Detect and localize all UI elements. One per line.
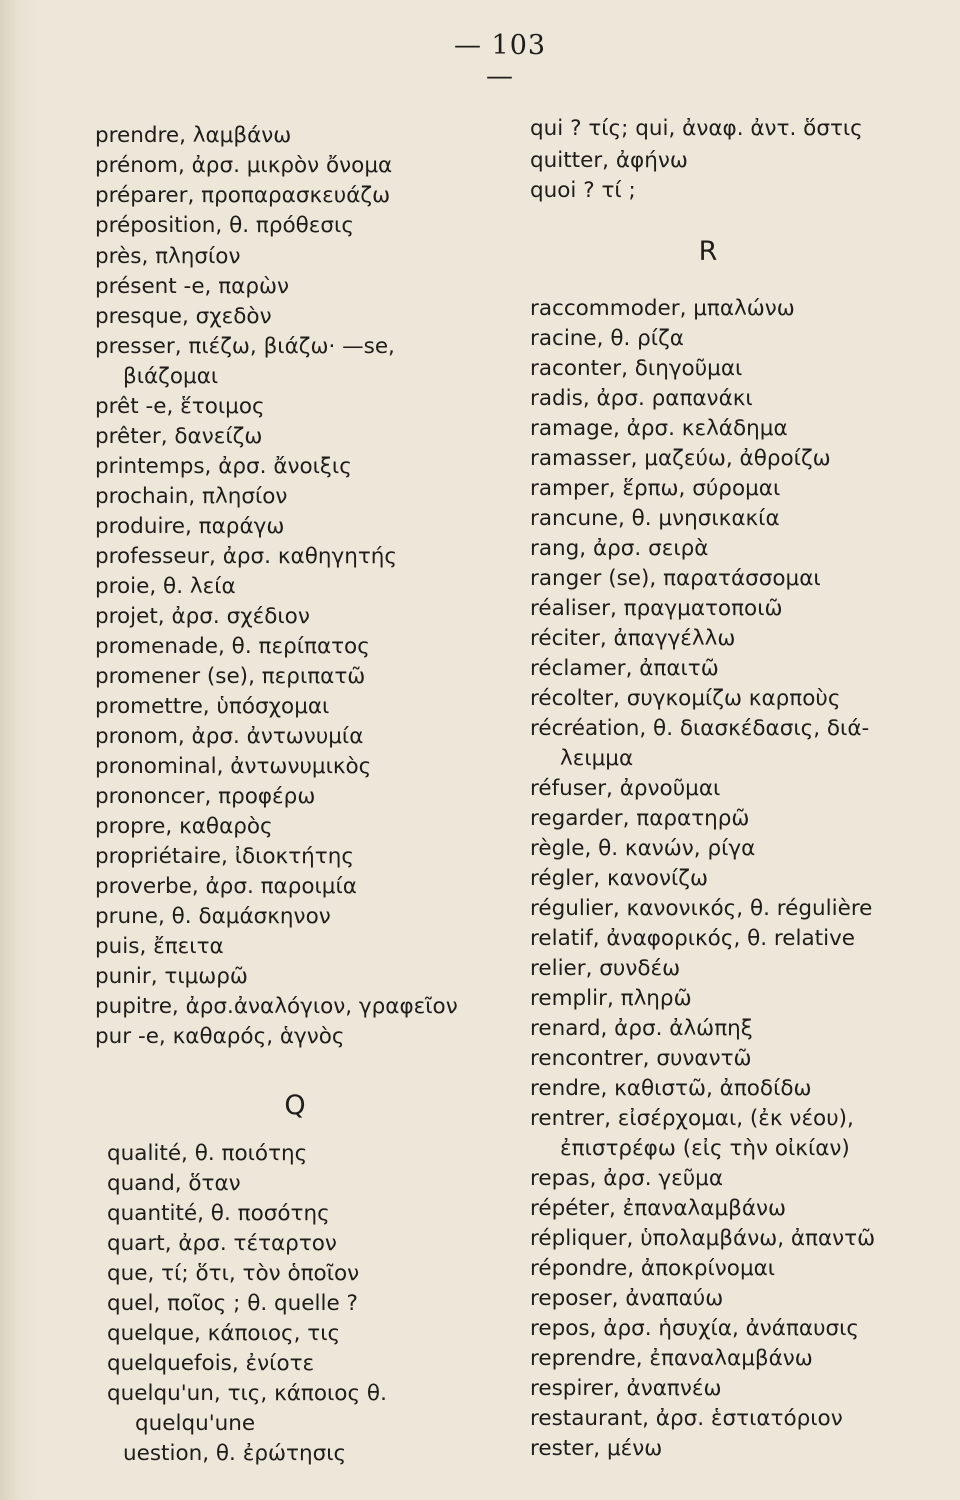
entry: raconter, διηγοῦμαι (530, 356, 743, 381)
entry: remplir, πληρῶ (530, 986, 692, 1011)
entry: que, τί; ὅτι, τὸν ὁποῖον (107, 1261, 360, 1286)
entry: prêter, δανείζω (95, 424, 263, 449)
entry: promener (se), περιπατῶ (95, 664, 366, 689)
entry: uestion, θ. ἐρώτησις (123, 1441, 347, 1466)
entry: prêt -e, ἕτοιμος (95, 394, 265, 419)
entry: régler, κανονίζω (530, 866, 708, 891)
entry: quel, ποῖος ; θ. quelle ? (107, 1291, 358, 1316)
entry: repas, ἀρσ. γεῦμα (530, 1166, 724, 1191)
entry: presser, πιέζω, βιάζω· —se, (95, 334, 395, 359)
entry: propre, καθαρὸς (95, 814, 273, 839)
entry: règle, θ. κανών, ρίγα (530, 836, 756, 861)
entry: récolter, συγκομίζω καρποὺς (530, 686, 841, 711)
entry: qui ? τίς; qui, ἀναφ. ἀντ. ὅστις (530, 116, 863, 141)
entry: raccommoder, μπαλώνω (530, 296, 795, 321)
section-letter-q: Q (284, 1090, 306, 1121)
entry: regarder, παρατηρῶ (530, 806, 750, 831)
entry: respirer, ἀναπνέω (530, 1376, 722, 1401)
entry: pupitre, ἀρσ.ἀναλόγιον, γραφεῖον (95, 994, 458, 1019)
entry: ramper, ἕρπω, σύρομαι (530, 476, 781, 501)
entry: ranger (se), παρατάσσομαι (530, 566, 821, 591)
entry: pronom, ἀρσ. ἀντωνυμία (95, 724, 364, 749)
entry: reposer, ἀναπαύω (530, 1286, 724, 1311)
entry: répéter, ἐπαναλαμβάνω (530, 1196, 787, 1221)
entry: prune, θ. δαμάσκηνον (95, 904, 331, 929)
entry: relier, συνδέω (530, 956, 681, 981)
entry: prononcer, προφέρω (95, 784, 316, 809)
entry: réciter, ἀπαγγέλλω (530, 626, 736, 651)
entry: régulier, κανονικός, θ. régulière (530, 896, 873, 921)
entry: reprendre, ἐπαναλαμβάνω (530, 1346, 813, 1371)
entry: quoi ? τί ; (530, 178, 636, 203)
entry: rang, ἀρσ. σειρὰ (530, 536, 709, 561)
entry: réaliser, πραγματοποιῶ (530, 596, 783, 621)
entry: prénom, ἀρσ. μικρὸν ὄνομα (95, 153, 393, 178)
entry: proverbe, ἀρσ. παροιμία (95, 874, 357, 899)
entry: produire, παράγω (95, 514, 285, 539)
entry: ramasser, μαζεύω, ἀθροίζω (530, 446, 831, 471)
entry: projet, ἀρσ. σχέδιον (95, 604, 310, 629)
entry: préposition, θ. πρόθεσις (95, 213, 354, 238)
entry: répliquer, ὑπολαμβάνω, ἀπαντῶ (530, 1226, 876, 1251)
entry: quand, ὅταν (107, 1171, 241, 1196)
entry: punir, τιμωρῶ (95, 964, 248, 989)
page-number: — 103 — (453, 30, 547, 92)
entry: relatif, ἀναφορικός, θ. relative (530, 926, 856, 951)
entry: promenade, θ. περίπατος (95, 634, 370, 659)
entry: restaurant, ἀρσ. ἑστιατόριον (530, 1406, 843, 1431)
entry: ramage, ἀρσ. κελάδημα (530, 416, 788, 441)
entry: près, πλησίον (95, 244, 241, 269)
entry: printemps, ἀρσ. ἄνοιξις (95, 454, 352, 479)
entry: presque, σχεδὸν (95, 304, 272, 329)
entry-continuation: quelqu'une (135, 1411, 256, 1436)
entry: prendre, λαμβάνω (95, 123, 292, 148)
entry: quelque, κάποιος, τις (107, 1321, 341, 1346)
entry: quart, ἀρσ. τέταρτον (107, 1231, 337, 1256)
entry: qualité, θ. ποιότης (107, 1141, 308, 1166)
entry: repos, ἀρσ. ἡσυχία, ἀνάπαυσις (530, 1316, 860, 1341)
entry: pur -e, καθαρός, ἁγνὸς (95, 1024, 345, 1049)
entry: rencontrer, συναντῶ (530, 1046, 752, 1071)
entry: réfuser, ἀρνοῦμαι (530, 776, 721, 801)
entry: répondre, ἀποκρίνομαι (530, 1256, 776, 1281)
entry: radis, ἀρσ. ραπανάκι (530, 386, 753, 411)
entry: préparer, προπαρασκευάζω (95, 183, 391, 208)
entry: propriétaire, ἰδιοκτήτης (95, 844, 354, 869)
entry: renard, ἀρσ. ἀλώπηξ (530, 1016, 753, 1041)
entry: rentrer, εἰσέρχομαι, (ἐκ νέου), (530, 1106, 854, 1131)
entry: quantité, θ. ποσότης (107, 1201, 330, 1226)
entry: professeur, ἀρσ. καθηγητής (95, 544, 398, 569)
entry: présent -e, παρὼν (95, 274, 289, 299)
entry: réclamer, ἀπαιτῶ (530, 656, 719, 681)
section-letter-r: R (698, 236, 718, 267)
entry: puis, ἔπειτα (95, 934, 224, 959)
entry: rancune, θ. μνησικακία (530, 506, 780, 531)
entry: pronominal, ἀντωνυμικὸς (95, 754, 372, 779)
entry: quelquefois, ἐνίοτε (107, 1351, 315, 1376)
entry: rester, μένω (530, 1436, 663, 1461)
entry-continuation: βιάζομαι (123, 364, 219, 389)
entry: récréation, θ. διασκέδασις, διά- (530, 716, 870, 741)
entry: quitter, ἀφήνω (530, 148, 688, 173)
entry-continuation: λειμμα (560, 746, 634, 771)
entry: quelqu'un, τις, κάποιος θ. (107, 1381, 387, 1406)
entry: proie, θ. λεία (95, 574, 236, 599)
entry: prochain, πλησίον (95, 484, 288, 509)
entry: rendre, καθιστῶ, ἀποδίδω (530, 1076, 812, 1101)
entry-continuation: ἐπιστρέφω (εἰς τὴν οἰκίαν) (560, 1136, 850, 1161)
entry: promettre, ὑπόσχομαι (95, 694, 330, 719)
entry: racine, θ. ρίζα (530, 326, 684, 351)
